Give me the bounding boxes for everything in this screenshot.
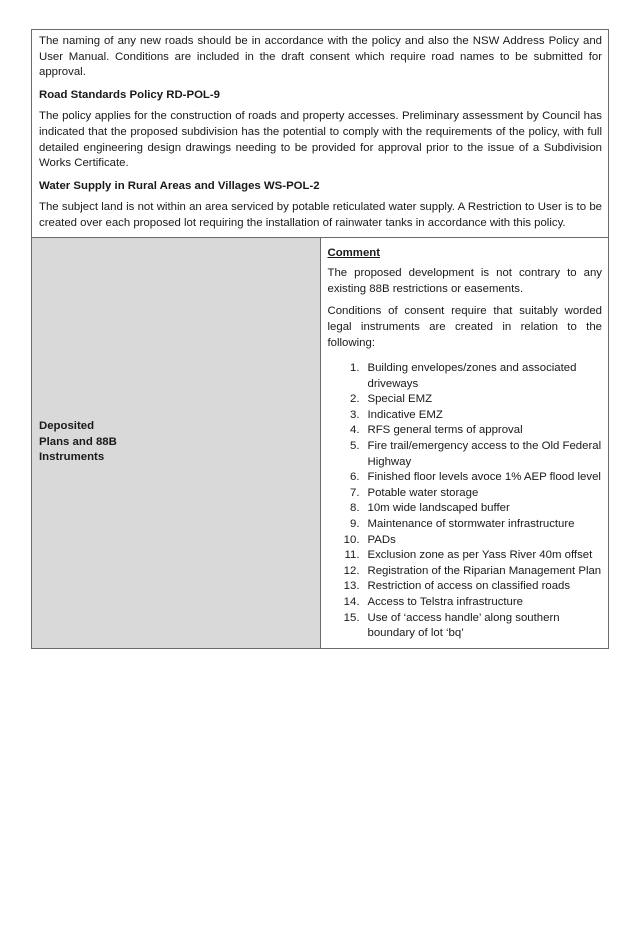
list-item-text: RFS general terms of approval bbox=[367, 424, 523, 437]
row-content-cell bbox=[320, 237, 609, 648]
water-supply-paragraph: The subject land is not within an area serviced by potable reticulated water supply. A Restriction to User is to be created over each proposed lot requiring the installation of rainwater tanks in accordance with this policy. bbox=[39, 201, 602, 229]
list-item-number: 12. bbox=[343, 564, 360, 577]
list-item-number: 5. bbox=[350, 440, 360, 453]
list-item bbox=[328, 486, 603, 502]
row-label: Deposited Plans and 88B Instruments bbox=[39, 420, 117, 464]
list-item-number: 7. bbox=[350, 486, 360, 499]
list-item-number: 14. bbox=[343, 596, 360, 608]
list-item-text: Maintenance of stormwater infrastructure bbox=[367, 518, 575, 531]
list-item-number: 9. bbox=[350, 518, 360, 531]
list-item bbox=[328, 564, 603, 580]
list-item-text: Fire trail/emergency access to the Old Federal Highway bbox=[367, 440, 602, 468]
list-item bbox=[328, 392, 603, 408]
list-item-text: Registration of the Riparian Management Plan bbox=[367, 564, 602, 577]
list-item bbox=[328, 517, 603, 533]
comment-heading: Comment bbox=[327, 246, 381, 259]
list-item-number: 2. bbox=[350, 393, 360, 406]
water-supply-heading: Water Supply in Rural Areas and Villages WS-POL-2 bbox=[39, 179, 320, 192]
list-item bbox=[328, 579, 603, 595]
list-item-text: Restriction of access on classified roads bbox=[367, 580, 571, 593]
road-naming-paragraph: The naming of any new roads should be in accordance with the policy and also the NSW Address Policy and User Manual. Conditions are included in the draft consent which require road names to be submitted for approval. bbox=[39, 35, 602, 79]
list-item-text: Use of ‘access handle’ along southern boundary of lot ‘bq’ bbox=[367, 611, 560, 640]
list-item-number: 15. bbox=[343, 611, 360, 624]
road-standards-paragraph: The policy applies for the construction of roads and property accesses. Preliminary assessment by Council has indicated that the proposed subdivision has the potential to comply with the requirements of the policy, with full detailed engineering design drawings needing to be provided for approval prior to the issue of a Subdivision Works Certificate. bbox=[39, 110, 602, 170]
list-item-text: Potable water storage bbox=[367, 486, 479, 499]
list-item bbox=[328, 501, 603, 517]
list-item bbox=[328, 611, 603, 642]
list-item-number: 13. bbox=[343, 580, 360, 593]
list-item bbox=[328, 423, 603, 439]
document-page bbox=[31, 29, 609, 649]
list-item-number: 11. bbox=[344, 549, 360, 562]
legal-instruments-list bbox=[328, 361, 603, 642]
assessment-table bbox=[31, 29, 609, 649]
list-item bbox=[328, 408, 603, 424]
road-standards-heading: Road Standards Policy RD-POL-9 bbox=[39, 88, 221, 101]
comment-paragraph-1: The proposed development is not contrary to any existing 88B restrictions or easements. bbox=[327, 267, 602, 295]
list-item-number: 6. bbox=[350, 471, 360, 484]
list-item-number: 10. bbox=[343, 533, 360, 546]
list-item-text: Building envelopes/zones and associated driveways bbox=[367, 362, 577, 390]
list-item-number: 4. bbox=[350, 424, 360, 437]
list-item-text: 10m wide landscaped buffer bbox=[367, 502, 510, 515]
list-item bbox=[328, 470, 603, 486]
list-item-text: PADs bbox=[367, 533, 396, 546]
comment-paragraph-2: Conditions of consent require that suitably worded legal instruments are created in relation to the following: bbox=[327, 305, 602, 349]
policy-cell bbox=[32, 30, 609, 238]
list-item-number: 8. bbox=[350, 502, 360, 515]
list-item-text: Finished floor levels avoce 1% AEP flood level bbox=[367, 471, 601, 484]
list-item bbox=[328, 595, 603, 611]
list-item bbox=[328, 548, 603, 564]
list-item-text: Special EMZ bbox=[367, 393, 433, 406]
list-item-text: Exclusion zone as per Yass River 40m offset bbox=[367, 549, 593, 562]
list-item-text: Access to Telstra infrastructure bbox=[367, 596, 524, 608]
list-item-number: 1. bbox=[350, 362, 360, 375]
row-label-cell bbox=[32, 237, 321, 648]
list-item-number: 3. bbox=[350, 408, 360, 421]
deposited-plans-row bbox=[32, 237, 609, 648]
list-item bbox=[328, 361, 603, 392]
list-item bbox=[328, 439, 603, 470]
policy-row bbox=[32, 30, 609, 238]
list-item-text: Indicative EMZ bbox=[367, 408, 443, 421]
list-item bbox=[328, 533, 603, 549]
